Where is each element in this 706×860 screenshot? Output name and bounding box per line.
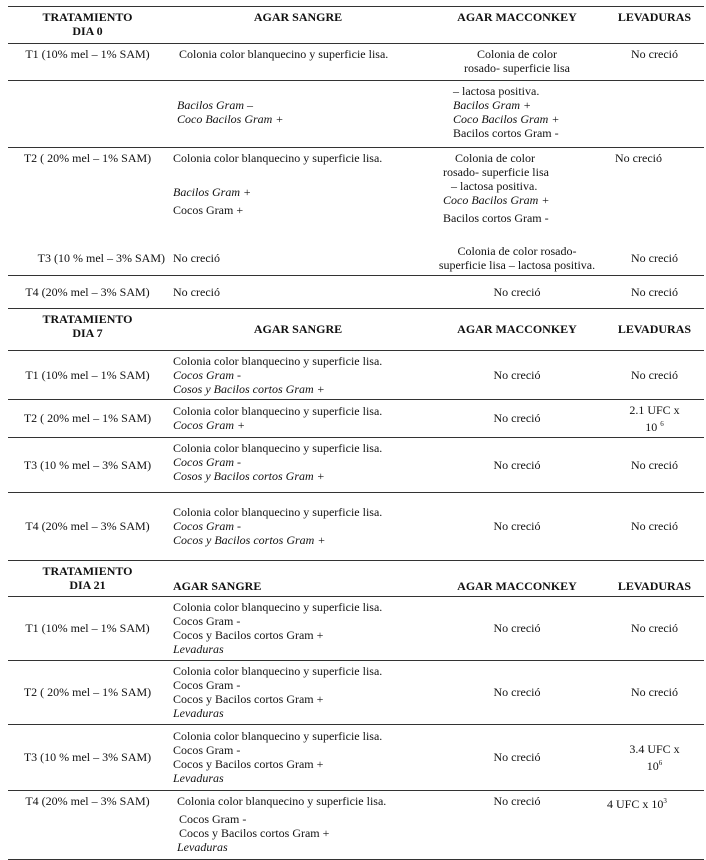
treatment-name: T3 (10 % mel – 3% SAM) [37, 250, 165, 265]
mac-line: Bacilos Gram + [453, 98, 532, 112]
treatment-name: T2 ( 20% mel – 1% SAM) [8, 148, 167, 241]
lev-cell: No creció [605, 437, 704, 492]
sangre-line: Cocos Gram + [173, 203, 244, 217]
col-header-sangre: AGAR SANGRE [167, 308, 429, 350]
col-header-mac: AGAR MACCONKEY [429, 7, 605, 44]
table-row [8, 660, 704, 724]
treatment-name: T3 (10 % mel – 3% SAM) [8, 437, 167, 492]
sangre-line: Levaduras [173, 771, 224, 785]
mac-line: Coco Bacilos Gram + [443, 193, 550, 207]
mac-line: Colonia de color rosado- [457, 243, 577, 258]
treatment-name: T1 (10% mel – 1% SAM) [8, 350, 167, 399]
lev-exponent: 6 [658, 758, 663, 767]
table-row [8, 350, 704, 399]
dia-label: DIA 7 [72, 325, 103, 340]
header-row-dia-7 [8, 308, 704, 350]
treatment-name: T2 ( 20% mel – 1% SAM) [8, 660, 167, 724]
sangre-cell: Colonia color blanquecino y superficie lisa. [167, 44, 429, 81]
mac-cell: No creció [429, 275, 605, 308]
mac-line: rosado- superficie lisa [464, 61, 570, 75]
lev-exponent: 3 [663, 796, 667, 805]
col-header-lev: LEVADURAS [605, 7, 704, 44]
sangre-line: Colonia color blanquecino y superficie lisa. [173, 353, 383, 368]
sangre-line: Coco Bacilos Gram + [177, 112, 284, 126]
col-header-lev: LEVADURAS [605, 308, 704, 350]
sangre-line: Cocos y Bacilos cortos Gram + [173, 628, 324, 642]
sangre-cell: No creció [167, 275, 429, 308]
header-row-dia-0 [8, 7, 704, 44]
sangre-line: Cocos Gram + [173, 418, 246, 432]
sangre-line: Colonia color blanquecino y superficie lisa. [173, 404, 383, 418]
col-header-sangre: AGAR SANGRE [167, 7, 429, 44]
mac-cell: No creció [429, 790, 605, 859]
lev-base: 10 [646, 758, 659, 773]
mac-line: Coco Bacilos Gram + [453, 112, 560, 126]
sangre-line: Cocos Gram - [179, 811, 247, 826]
lev-cell: No creció [605, 596, 704, 660]
lev-cell: No creció [605, 44, 704, 81]
table-row [8, 790, 704, 859]
treatment-name: T4 (20% mel – 3% SAM) [8, 492, 167, 560]
sangre-line: Cocos Gram - [173, 614, 241, 628]
sangre-line: Colonia color blanquecino y superficie lisa. [173, 505, 383, 519]
header-row-dia-21 [8, 560, 704, 596]
table-row [8, 437, 704, 492]
mac-line: – lactosa positiva. [451, 179, 538, 193]
table-row [8, 492, 704, 560]
treatment-name: T4 (20% mel – 3% SAM) [8, 790, 167, 859]
mac-line: superficie lisa – lactosa positiva. [438, 257, 596, 272]
mac-line: Colonia de color [455, 151, 535, 165]
lev-exponent: 6 [660, 419, 664, 428]
table-row [8, 596, 704, 660]
mac-cell: No creció [429, 596, 605, 660]
mac-line: Colonia de color [477, 47, 557, 61]
mac-line: rosado- superficie lisa [443, 165, 549, 179]
mac-line: – lactosa positiva. [453, 84, 540, 98]
mac-cell: No creció [429, 399, 605, 437]
mac-cell: No creció [429, 660, 605, 724]
lev-cell: No creció [605, 492, 704, 560]
sangre-line: Levaduras [173, 642, 224, 656]
dia-label: DIA 0 [72, 24, 103, 38]
table-row [8, 241, 704, 276]
sangre-line: Cosos y Bacilos cortos Gram + [173, 381, 325, 396]
sangre-line: Bacilos Gram + [173, 185, 252, 199]
col-header-sangre: AGAR SANGRE [167, 560, 429, 596]
sangre-line: Levaduras [173, 706, 224, 720]
lev-cell: No creció [605, 350, 704, 399]
col-header-tratamiento: TRATAMIENTO [42, 10, 133, 24]
sangre-line: Cocos y Bacilos cortos Gram + [173, 757, 324, 771]
sangre-line: Cocos Gram - [173, 367, 241, 382]
col-header-mac: AGAR MACCONKEY [429, 560, 605, 596]
lev-line: 2.1 UFC x [629, 402, 680, 417]
sangre-line: Cosos y Bacilos cortos Gram + [173, 468, 325, 483]
lev-cell: No creció [605, 660, 704, 724]
treatment-name: T1 (10% mel – 1% SAM) [8, 44, 167, 81]
sangre-line: Cocos Gram - [173, 519, 241, 533]
sangre-line: Cocos y Bacilos cortos Gram + [173, 533, 326, 547]
sangre-line: Bacilos Gram – [177, 98, 253, 112]
treatment-name: T3 (10 % mel – 3% SAM) [8, 724, 167, 790]
sangre-line: Colonia color blanquecino y superficie lisa. [173, 600, 383, 614]
dia-label: DIA 21 [69, 577, 106, 592]
mac-cell: No creció [429, 492, 605, 560]
sangre-line: Cocos Gram - [173, 743, 241, 757]
mac-line: Bacilos cortos Gram - [443, 211, 549, 225]
sangre-line: Colonia color blanquecino y superficie lisa. [173, 440, 383, 455]
lev-cell: No creció [605, 275, 704, 308]
lev-base: 10 [645, 419, 658, 434]
lev-cell: No creció [631, 250, 678, 265]
treatment-name: T4 (20% mel – 3% SAM) [8, 275, 167, 308]
sangre-line: Colonia color blanquecino y superficie lisa. [177, 793, 387, 808]
table-row [8, 148, 704, 241]
sangre-cell: No creció [173, 250, 220, 265]
table-row [8, 81, 704, 148]
mac-cell: No creció [429, 724, 605, 790]
table-row [8, 44, 704, 81]
sangre-line: Cocos Gram - [173, 678, 241, 692]
lev-base: 4 UFC x 10 [607, 796, 664, 811]
mac-cell: No creció [429, 350, 605, 399]
lev-line: 3.4 UFC x [629, 741, 680, 756]
table-row [8, 724, 704, 790]
lev-cell: No creció [605, 148, 704, 241]
table-row [8, 399, 704, 437]
table-row [8, 275, 704, 308]
sangre-line: Cocos Gram - [173, 454, 241, 469]
col-header-tratamiento: TRATAMIENTO [42, 563, 133, 578]
treatment-name: T1 (10% mel – 1% SAM) [8, 596, 167, 660]
sangre-line: Cocos y Bacilos cortos Gram + [173, 692, 324, 706]
col-header-lev: LEVADURAS [605, 560, 704, 596]
sangre-line: Colonia color blanquecino y superficie lisa. [173, 664, 383, 678]
mac-cell: No creció [429, 437, 605, 492]
treatment-name: T2 ( 20% mel – 1% SAM) [8, 399, 167, 437]
col-header-tratamiento: TRATAMIENTO [42, 311, 133, 326]
sangre-line: Levaduras [177, 839, 228, 854]
sangre-line: Colonia color blanquecino y superficie lisa. [173, 151, 383, 165]
results-table [8, 6, 704, 860]
sangre-line: Cocos y Bacilos cortos Gram + [179, 825, 330, 840]
sangre-line: Colonia color blanquecino y superficie lisa. [173, 729, 383, 743]
col-header-mac: AGAR MACCONKEY [429, 308, 605, 350]
mac-line: Bacilos cortos Gram - [453, 126, 559, 140]
